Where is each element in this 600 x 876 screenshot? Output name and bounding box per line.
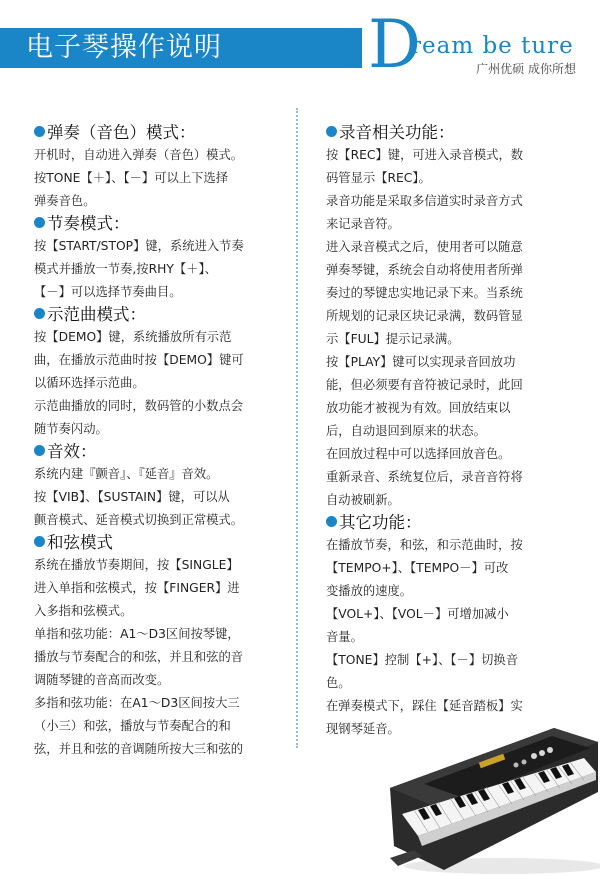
section-heading-text: 节奏模式： bbox=[47, 214, 130, 233]
paragraph-line: 在回放过程中可以选择回放音色。 bbox=[326, 447, 511, 461]
paragraph-line: 多指和弦功能：在A1～D3区间按大三 bbox=[34, 696, 240, 710]
paragraph-line: 【TONE】控制【+】、【－】切换音 bbox=[326, 653, 519, 667]
paragraph-line: 随节奏闪动。 bbox=[34, 422, 108, 436]
paragraph-line: 【VOL+】、【VOL－】可增加减小 bbox=[326, 607, 509, 621]
paragraph-line: 单指和弦功能：A1～D3区间按琴键， bbox=[34, 627, 240, 641]
bullet-icon bbox=[34, 308, 45, 319]
paragraph bbox=[34, 395, 292, 441]
paragraph-line: 按【PLAY】键可以实现录音回放功 bbox=[326, 355, 516, 369]
paragraph-line: 进入录音模式之后，使用者可以随意 bbox=[326, 240, 523, 254]
paragraph-line: 重新录音、系统复位后，录音音符将 bbox=[326, 470, 523, 484]
paragraph-line: 以循环选择示范曲。 bbox=[34, 376, 145, 390]
paragraph bbox=[34, 623, 292, 692]
column-divider bbox=[296, 108, 298, 748]
bullet-icon bbox=[326, 126, 337, 137]
bullet-icon bbox=[34, 536, 45, 547]
paragraph-line: 现钢琴延音。 bbox=[326, 722, 400, 736]
paragraph-line: 开机时，自动进入弹奏（音色）模式。 bbox=[34, 148, 244, 162]
logo-text: ream be ture bbox=[410, 33, 574, 59]
paragraph bbox=[34, 235, 292, 304]
paragraph-line: 弦，并且和弦的音调随所按大三和弦的 bbox=[34, 742, 244, 756]
paragraph bbox=[326, 443, 582, 466]
paragraph bbox=[326, 190, 582, 236]
section-heading bbox=[34, 213, 292, 235]
logo-letter: D bbox=[368, 6, 421, 83]
section-heading bbox=[326, 122, 582, 144]
paragraph-line: 系统内建『颤音』、『延音』音效。 bbox=[34, 467, 219, 481]
paragraph-line: 来记录音符。 bbox=[326, 217, 400, 231]
paragraph-line: 按TONE【＋】、【－】可以上下选择 bbox=[34, 171, 229, 185]
paragraph bbox=[326, 603, 582, 649]
paragraph-line: 能，但必须要有音符被记录时，此回 bbox=[326, 378, 523, 392]
paragraph-line: 调随琴键的音高而改变。 bbox=[34, 673, 170, 687]
paragraph-line: 放功能才被视为有效。回放结束以 bbox=[326, 401, 511, 415]
paragraph-line: 色。 bbox=[326, 676, 351, 690]
section-heading bbox=[34, 304, 292, 326]
paragraph-line: 【TEMPO+】、【TEMPO－】可改 bbox=[326, 561, 509, 575]
paragraph-line: 在弹奏模式下，踩住【延音踏板】实 bbox=[326, 699, 523, 713]
paragraph bbox=[326, 649, 582, 695]
paragraph-line: 在播放节奏，和弦，和示范曲时，按 bbox=[326, 538, 523, 552]
paragraph-line: 变播放的速度。 bbox=[326, 584, 413, 598]
section-heading-text: 音效： bbox=[47, 442, 97, 461]
paragraph bbox=[326, 466, 582, 512]
paragraph-line: 按【REC】键，可进入录音模式，数 bbox=[326, 148, 524, 162]
paragraph-line: 模式并播放一节奏,按RHY【＋】、 bbox=[34, 262, 217, 276]
section-heading bbox=[34, 532, 292, 554]
paragraph bbox=[34, 692, 292, 761]
section-heading bbox=[326, 512, 582, 534]
section-heading bbox=[34, 441, 292, 463]
paragraph-line: 【－】可以选择节奏曲目。 bbox=[34, 285, 182, 299]
paragraph-line: 奏过的琴键忠实地记录下来。当系统 bbox=[326, 286, 523, 300]
bullet-icon bbox=[34, 217, 45, 228]
paragraph bbox=[326, 351, 582, 443]
paragraph-line: （小三）和弦，播放与节奏配合的和 bbox=[34, 719, 231, 733]
paragraph-line: 后，自动退回到原来的状态。 bbox=[326, 424, 486, 438]
page-title: 电子琴操作说明 bbox=[26, 32, 222, 63]
paragraph-line: 颤音模式、延音模式切换到正常模式。 bbox=[34, 513, 244, 527]
paragraph-line: 自动被刷新。 bbox=[326, 493, 400, 507]
paragraph bbox=[34, 463, 292, 532]
paragraph-line: 按【VIB】、【SUSTAIN】键，可以从 bbox=[34, 490, 230, 504]
left-column bbox=[34, 122, 292, 761]
paragraph-line: 播放与节奏配合的和弦，并且和弦的音 bbox=[34, 650, 244, 664]
section-heading-text: 其它功能： bbox=[339, 513, 422, 532]
right-column bbox=[326, 122, 582, 741]
paragraph-line: 音量。 bbox=[326, 630, 363, 644]
paragraph bbox=[326, 236, 582, 351]
bullet-icon bbox=[34, 126, 45, 137]
paragraph-line: 所规划的记录区块记录满，数码管显 bbox=[326, 309, 523, 323]
section-heading-text: 示范曲模式： bbox=[47, 305, 146, 324]
paragraph-line: 示【FUL】提示记录满。 bbox=[326, 332, 460, 346]
bullet-icon bbox=[326, 516, 337, 527]
keyboard-image bbox=[384, 718, 600, 876]
paragraph bbox=[34, 554, 292, 623]
paragraph-line: 按【START/STOP】键，系统进入节奏 bbox=[34, 239, 244, 253]
paragraph-line: 码管显示【REC】。 bbox=[326, 171, 431, 185]
paragraph-line: 录音功能是采取多信道实时录音方式 bbox=[326, 194, 523, 208]
paragraph-line: 按【DEMO】键，系统播放所有示范 bbox=[34, 330, 232, 344]
paragraph-line: 进入单指和弦模式，按【FINGER】进 bbox=[34, 581, 240, 595]
paragraph bbox=[34, 144, 292, 213]
paragraph bbox=[326, 534, 582, 603]
paragraph bbox=[34, 326, 292, 395]
paragraph-line: 系统在播放节奏期间，按【SINGLE】 bbox=[34, 558, 239, 572]
paragraph-line: 入多指和弦模式。 bbox=[34, 604, 133, 618]
section-heading-text: 录音相关功能： bbox=[339, 123, 455, 142]
paragraph bbox=[326, 144, 582, 190]
section-heading bbox=[34, 122, 292, 144]
slogan: 广州优硕 成你所想 bbox=[476, 62, 576, 76]
section-heading-text: 弹奏（音色）模式： bbox=[47, 123, 196, 142]
paragraph-line: 示范曲播放的同时，数码管的小数点会 bbox=[34, 399, 244, 413]
paragraph-line: 弹奏音色。 bbox=[34, 194, 96, 208]
bullet-icon bbox=[34, 445, 45, 456]
paragraph-line: 曲，在播放示范曲时按【DEMO】键可 bbox=[34, 353, 244, 367]
paragraph-line: 弹奏琴键，系统会自动将使用者所弹 bbox=[326, 263, 523, 277]
section-heading-text: 和弦模式 bbox=[47, 533, 113, 552]
